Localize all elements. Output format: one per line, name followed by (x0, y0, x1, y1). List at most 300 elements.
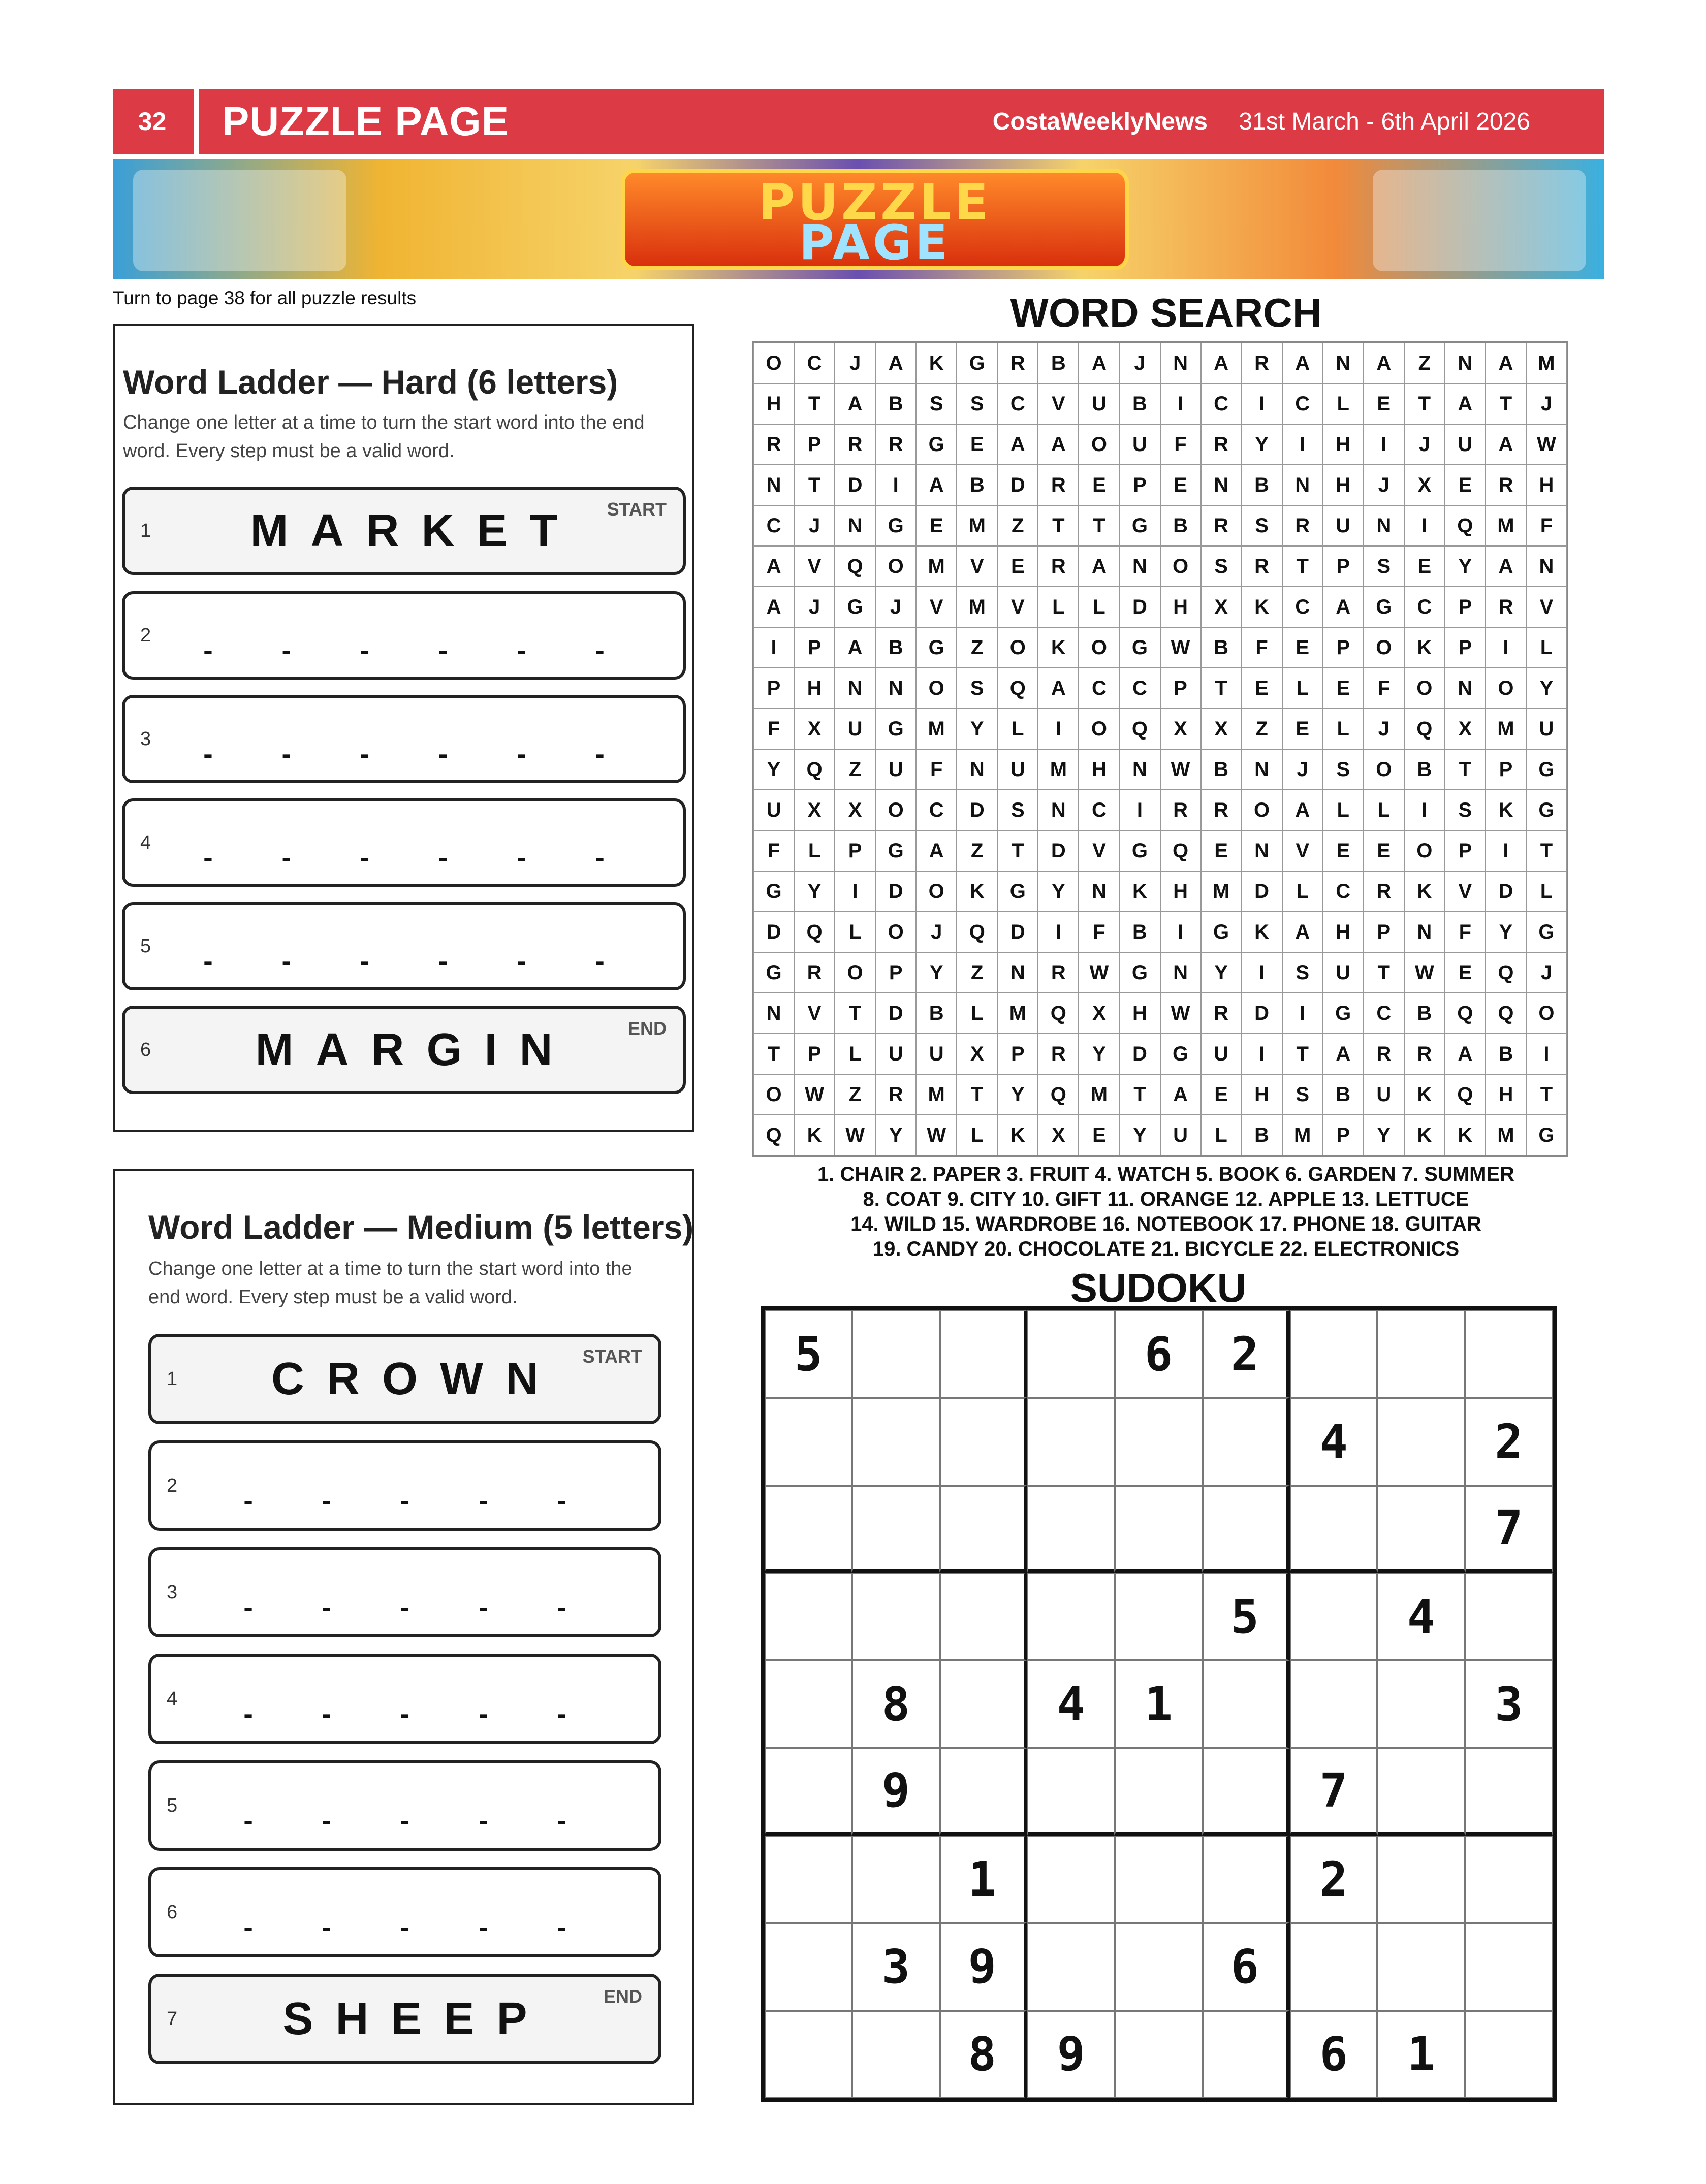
word-search-cell[interactable]: I (1526, 1034, 1567, 1074)
sudoku-empty-cell[interactable] (1027, 1836, 1115, 1923)
word-search-cell[interactable]: Y (1079, 1034, 1119, 1074)
word-search-cell[interactable]: X (1038, 1115, 1079, 1155)
word-search-cell[interactable]: N (753, 465, 794, 505)
word-search-cell[interactable]: G (753, 871, 794, 912)
word-search-cell[interactable]: O (1364, 627, 1404, 668)
word-search-cell[interactable]: F (1242, 627, 1282, 668)
sudoku-given-cell[interactable]: 7 (1465, 1486, 1553, 1573)
sudoku-empty-cell[interactable] (1027, 1748, 1115, 1836)
word-search-cell[interactable]: M (1282, 1115, 1323, 1155)
word-search-cell[interactable]: A (916, 830, 957, 871)
word-search-cell[interactable]: A (1282, 912, 1323, 952)
word-search-cell[interactable]: G (835, 587, 875, 627)
word-search-cell[interactable]: G (916, 627, 957, 668)
sudoku-empty-cell[interactable] (765, 1573, 852, 1660)
word-search-cell[interactable]: S (1242, 505, 1282, 546)
sudoku-empty-cell[interactable] (1115, 1398, 1202, 1485)
word-search-cell[interactable]: E (1079, 465, 1119, 505)
word-search-cell[interactable]: T (1038, 505, 1079, 546)
word-search-cell[interactable]: T (794, 465, 835, 505)
word-search-cell[interactable]: W (835, 1115, 875, 1155)
word-search-cell[interactable]: Y (753, 749, 794, 790)
word-search-cell[interactable]: C (1364, 993, 1404, 1034)
word-search-cell[interactable]: G (1323, 993, 1364, 1034)
word-search-cell[interactable]: I (1404, 790, 1445, 830)
sudoku-empty-cell[interactable] (1115, 2011, 1202, 2098)
sudoku-empty-cell[interactable] (1377, 1836, 1465, 1923)
sudoku-empty-cell[interactable] (852, 1310, 939, 1398)
sudoku-empty-cell[interactable] (1203, 1660, 1290, 1748)
word-search-cell[interactable]: C (1404, 587, 1445, 627)
word-search-cell[interactable]: B (1119, 383, 1160, 424)
sudoku-given-cell[interactable]: 8 (852, 1660, 939, 1748)
word-search-cell[interactable]: L (1323, 709, 1364, 749)
sudoku-given-cell[interactable]: 4 (1027, 1660, 1115, 1748)
word-search-cell[interactable]: W (1079, 952, 1119, 993)
word-search-cell[interactable]: D (875, 993, 916, 1034)
ladder-rung[interactable] (148, 1440, 661, 1531)
word-search-cell[interactable]: V (997, 587, 1038, 627)
word-search-cell[interactable]: B (1119, 912, 1160, 952)
word-search-cell[interactable]: C (1282, 383, 1323, 424)
word-search-cell[interactable]: J (794, 587, 835, 627)
word-search-cell[interactable]: Q (1404, 709, 1445, 749)
word-search-cell[interactable]: N (875, 668, 916, 709)
word-search-cell[interactable]: M (1486, 709, 1526, 749)
word-search-cell[interactable]: Z (957, 952, 997, 993)
word-search-cell[interactable]: D (997, 465, 1038, 505)
word-search-cell[interactable]: G (1526, 912, 1567, 952)
word-search-cell[interactable]: Q (997, 668, 1038, 709)
word-search-cell[interactable]: L (1038, 587, 1079, 627)
word-search-cell[interactable]: J (794, 505, 835, 546)
word-search-cell[interactable]: T (1079, 505, 1119, 546)
word-search-cell[interactable]: Q (1486, 952, 1526, 993)
ladder-rung-end[interactable] (148, 1974, 661, 2064)
word-search-cell[interactable]: H (1323, 912, 1364, 952)
word-search-cell[interactable]: Y (997, 1074, 1038, 1115)
word-search-cell[interactable]: A (1323, 587, 1364, 627)
word-search-cell[interactable]: E (916, 505, 957, 546)
word-search-cell[interactable]: J (1364, 465, 1404, 505)
word-search-cell[interactable]: I (1160, 383, 1201, 424)
word-search-cell[interactable]: M (957, 505, 997, 546)
word-search-cell[interactable]: R (875, 424, 916, 465)
word-search-cell[interactable]: G (875, 830, 916, 871)
sudoku-empty-cell[interactable] (1377, 1748, 1465, 1836)
word-search-cell[interactable]: U (1079, 383, 1119, 424)
word-search-cell[interactable]: K (1038, 627, 1079, 668)
word-search-cell[interactable]: S (1201, 546, 1242, 587)
sudoku-empty-cell[interactable] (940, 1573, 1027, 1660)
sudoku-empty-cell[interactable] (1290, 1486, 1377, 1573)
sudoku-empty-cell[interactable] (1465, 2011, 1553, 2098)
word-search-cell[interactable]: A (1486, 424, 1526, 465)
word-search-cell[interactable]: N (1119, 546, 1160, 587)
word-search-cell[interactable]: P (1323, 1115, 1364, 1155)
word-search-cell[interactable]: G (1119, 830, 1160, 871)
ladder-rung[interactable] (148, 1654, 661, 1744)
word-search-cell[interactable]: Y (1486, 912, 1526, 952)
word-search-cell[interactable]: K (1404, 1074, 1445, 1115)
word-search-cell[interactable]: E (1364, 830, 1404, 871)
word-search-cell[interactable]: J (1364, 709, 1404, 749)
word-search-cell[interactable]: Q (835, 546, 875, 587)
word-search-cell[interactable]: A (1160, 1074, 1201, 1115)
word-search-cell[interactable]: R (1038, 1034, 1079, 1074)
word-search-cell[interactable]: V (794, 546, 835, 587)
word-search-cell[interactable]: W (1160, 627, 1201, 668)
ladder-rung[interactable] (148, 1760, 661, 1851)
word-search-cell[interactable]: Z (1404, 343, 1445, 383)
word-search-cell[interactable]: V (1526, 587, 1567, 627)
ladder-rung-start[interactable] (148, 1334, 661, 1424)
word-search-cell[interactable]: G (1119, 627, 1160, 668)
word-search-cell[interactable]: E (1282, 627, 1323, 668)
word-search-cell[interactable]: T (1445, 749, 1486, 790)
word-search-cell[interactable]: U (1160, 1115, 1201, 1155)
sudoku-empty-cell[interactable] (852, 1486, 939, 1573)
word-search-cell[interactable]: M (1201, 871, 1242, 912)
sudoku-empty-cell[interactable] (1203, 1398, 1290, 1485)
word-search-cell[interactable]: X (794, 709, 835, 749)
word-search-cell[interactable]: N (1282, 465, 1323, 505)
word-search-cell[interactable]: L (1282, 871, 1323, 912)
word-search-cell[interactable]: X (1445, 709, 1486, 749)
word-search-cell[interactable]: T (1364, 952, 1404, 993)
word-search-cell[interactable]: L (1323, 383, 1364, 424)
sudoku-empty-cell[interactable] (1465, 1923, 1553, 2010)
word-search-cell[interactable]: W (1160, 993, 1201, 1034)
word-search-cell[interactable]: N (1119, 749, 1160, 790)
word-search-cell[interactable]: B (916, 993, 957, 1034)
word-search-cell[interactable]: C (997, 383, 1038, 424)
word-search-cell[interactable]: Y (1201, 952, 1242, 993)
ladder-rung-start[interactable] (122, 487, 686, 575)
word-search-cell[interactable]: T (1282, 1034, 1323, 1074)
word-search-cell[interactable]: Q (1038, 1074, 1079, 1115)
word-search-cell[interactable]: N (1323, 343, 1364, 383)
word-search-cell[interactable]: P (753, 668, 794, 709)
sudoku-empty-cell[interactable] (1203, 2011, 1290, 2098)
word-search-cell[interactable]: L (1323, 790, 1364, 830)
sudoku-given-cell[interactable]: 5 (765, 1310, 852, 1398)
sudoku-given-cell[interactable]: 9 (852, 1748, 939, 1836)
word-search-cell[interactable]: G (875, 505, 916, 546)
word-search-cell[interactable]: L (957, 1115, 997, 1155)
word-search-cell[interactable]: I (1038, 912, 1079, 952)
word-search-cell[interactable]: H (794, 668, 835, 709)
word-search-cell[interactable]: B (1201, 627, 1242, 668)
word-search-cell[interactable]: P (1323, 627, 1364, 668)
word-search-cell[interactable]: C (1079, 668, 1119, 709)
word-search-cell[interactable]: B (1160, 505, 1201, 546)
word-search-cell[interactable]: R (1242, 343, 1282, 383)
word-search-cell[interactable]: L (1201, 1115, 1242, 1155)
word-search-cell[interactable]: E (1282, 709, 1323, 749)
word-search-cell[interactable]: F (1364, 668, 1404, 709)
sudoku-empty-cell[interactable] (1465, 1573, 1553, 1660)
sudoku-given-cell[interactable]: 2 (1290, 1836, 1377, 1923)
word-search-cell[interactable]: Y (875, 1115, 916, 1155)
sudoku-empty-cell[interactable] (1465, 1748, 1553, 1836)
word-search-cell[interactable]: I (753, 627, 794, 668)
word-search-cell[interactable]: L (957, 993, 997, 1034)
sudoku-given-cell[interactable]: 6 (1203, 1923, 1290, 2010)
word-search-cell[interactable]: O (753, 1074, 794, 1115)
word-search-cell[interactable]: A (753, 546, 794, 587)
word-search-cell[interactable]: I (1242, 383, 1282, 424)
sudoku-given-cell[interactable]: 1 (1377, 2011, 1465, 2098)
word-search-cell[interactable]: H (1079, 749, 1119, 790)
word-search-cell[interactable]: E (1323, 830, 1364, 871)
word-search-cell[interactable]: P (1160, 668, 1201, 709)
sudoku-given-cell[interactable]: 2 (1465, 1398, 1553, 1485)
word-search-cell[interactable]: A (1201, 343, 1242, 383)
word-search-cell[interactable]: U (1201, 1034, 1242, 1074)
word-search-cell[interactable]: Y (1038, 871, 1079, 912)
word-search-cell[interactable]: I (1486, 830, 1526, 871)
word-search-cell[interactable]: B (1242, 465, 1282, 505)
sudoku-given-cell[interactable]: 3 (852, 1923, 939, 2010)
word-search-cell[interactable]: U (875, 749, 916, 790)
word-search-cell[interactable]: V (1038, 383, 1079, 424)
word-search-cell[interactable]: E (1404, 546, 1445, 587)
word-search-cell[interactable]: S (916, 383, 957, 424)
sudoku-empty-cell[interactable] (1115, 1836, 1202, 1923)
sudoku-empty-cell[interactable] (852, 1398, 939, 1485)
word-search-cell[interactable]: G (1364, 587, 1404, 627)
word-search-cell[interactable]: I (1242, 1034, 1282, 1074)
word-search-cell[interactable]: Z (997, 505, 1038, 546)
word-search-cell[interactable]: B (1323, 1074, 1364, 1115)
word-search-cell[interactable]: I (1242, 952, 1282, 993)
word-search-cell[interactable]: Z (835, 749, 875, 790)
word-search-cell[interactable]: T (1526, 1074, 1567, 1115)
word-search-cell[interactable]: P (1119, 465, 1160, 505)
ladder-rung[interactable] (122, 798, 686, 887)
word-search-cell[interactable]: U (1323, 952, 1364, 993)
word-search-cell[interactable]: Y (1242, 424, 1282, 465)
word-search-cell[interactable]: F (1160, 424, 1201, 465)
word-search-cell[interactable]: R (1364, 1034, 1404, 1074)
word-search-cell[interactable]: R (1201, 505, 1242, 546)
word-search-cell[interactable]: F (753, 709, 794, 749)
word-search-cell[interactable]: Z (835, 1074, 875, 1115)
word-search-cell[interactable]: Q (1119, 709, 1160, 749)
ladder-rung[interactable] (148, 1547, 661, 1637)
sudoku-empty-cell[interactable] (765, 1923, 852, 2010)
word-search-cell[interactable]: X (1201, 587, 1242, 627)
word-search-cell[interactable]: V (957, 546, 997, 587)
word-search-cell[interactable]: R (997, 343, 1038, 383)
word-search-cell[interactable]: K (1242, 912, 1282, 952)
word-search-cell[interactable]: N (835, 668, 875, 709)
word-search-cell[interactable]: M (916, 546, 957, 587)
word-search-cell[interactable]: V (1282, 830, 1323, 871)
word-search-cell[interactable]: H (1526, 465, 1567, 505)
word-search-cell[interactable]: B (957, 465, 997, 505)
word-search-cell[interactable]: M (1526, 343, 1567, 383)
sudoku-empty-cell[interactable] (765, 1660, 852, 1748)
word-search-cell[interactable]: Z (957, 627, 997, 668)
sudoku-empty-cell[interactable] (940, 1748, 1027, 1836)
word-search-cell[interactable]: F (753, 830, 794, 871)
word-search-cell[interactable]: Q (1445, 1074, 1486, 1115)
word-search-cell[interactable]: N (1201, 465, 1242, 505)
word-search-cell[interactable]: A (1364, 343, 1404, 383)
word-search-cell[interactable]: E (1079, 1115, 1119, 1155)
ladder-rung[interactable] (122, 902, 686, 990)
word-search-cell[interactable]: P (1323, 546, 1364, 587)
word-search-cell[interactable]: Y (916, 952, 957, 993)
sudoku-empty-cell[interactable] (1115, 1748, 1202, 1836)
word-search-cell[interactable]: R (1486, 465, 1526, 505)
sudoku-empty-cell[interactable] (940, 1310, 1027, 1398)
word-search-cell[interactable]: P (1364, 912, 1404, 952)
word-search-cell[interactable]: J (1526, 383, 1567, 424)
word-search-cell[interactable]: I (835, 871, 875, 912)
word-search-cell[interactable]: E (1160, 465, 1201, 505)
word-search-cell[interactable]: C (916, 790, 957, 830)
word-search-cell[interactable]: T (1526, 830, 1567, 871)
word-search-cell[interactable]: P (1445, 587, 1486, 627)
word-search-cell[interactable]: H (1160, 587, 1201, 627)
word-search-cell[interactable]: M (1038, 749, 1079, 790)
word-search-cell[interactable]: A (753, 587, 794, 627)
word-search-cell[interactable]: D (753, 912, 794, 952)
word-search-cell[interactable]: A (1282, 343, 1323, 383)
word-search-cell[interactable]: U (1445, 424, 1486, 465)
word-search-cell[interactable]: X (835, 790, 875, 830)
word-search-cell[interactable]: M (916, 709, 957, 749)
word-search-cell[interactable]: K (957, 871, 997, 912)
word-search-cell[interactable]: A (1038, 424, 1079, 465)
word-search-cell[interactable]: R (1404, 1034, 1445, 1074)
word-search-cell[interactable]: S (1323, 749, 1364, 790)
word-search-cell[interactable]: S (1282, 1074, 1323, 1115)
ladder-rung-end[interactable] (122, 1006, 686, 1094)
sudoku-empty-cell[interactable] (852, 2011, 939, 2098)
sudoku-empty-cell[interactable] (1027, 1923, 1115, 2010)
word-search-cell[interactable]: E (1445, 465, 1486, 505)
word-search-cell[interactable]: F (1079, 912, 1119, 952)
word-search-cell[interactable]: P (1445, 830, 1486, 871)
word-search-cell[interactable]: D (1242, 993, 1282, 1034)
word-search-cell[interactable]: S (957, 668, 997, 709)
word-search-cell[interactable]: L (835, 912, 875, 952)
word-search-cell[interactable]: I (875, 465, 916, 505)
word-search-cell[interactable]: A (835, 383, 875, 424)
word-search-cell[interactable]: L (1526, 627, 1567, 668)
word-search-cell[interactable]: O (1364, 749, 1404, 790)
word-search-cell[interactable]: O (916, 668, 957, 709)
sudoku-empty-cell[interactable] (765, 1836, 852, 1923)
sudoku-given-cell[interactable]: 2 (1203, 1310, 1290, 1398)
word-search-cell[interactable]: X (1160, 709, 1201, 749)
word-search-cell[interactable]: W (1160, 749, 1201, 790)
word-search-cell[interactable]: B (1242, 1115, 1282, 1155)
word-search-cell[interactable]: I (1404, 505, 1445, 546)
sudoku-empty-cell[interactable] (1115, 1573, 1202, 1660)
word-search-cell[interactable]: H (1160, 871, 1201, 912)
word-search-cell[interactable]: E (1201, 830, 1242, 871)
word-search-cell[interactable]: G (957, 343, 997, 383)
word-search-cell[interactable]: N (753, 993, 794, 1034)
word-search-cell[interactable]: Y (1119, 1115, 1160, 1155)
word-search-cell[interactable]: A (1079, 343, 1119, 383)
sudoku-empty-cell[interactable] (1465, 1310, 1553, 1398)
word-search-cell[interactable]: O (997, 627, 1038, 668)
word-search-cell[interactable]: K (997, 1115, 1038, 1155)
word-search-cell[interactable]: K (1445, 1115, 1486, 1155)
sudoku-empty-cell[interactable] (940, 1486, 1027, 1573)
word-search-cell[interactable]: A (1282, 790, 1323, 830)
word-search-cell[interactable]: B (875, 383, 916, 424)
word-search-cell[interactable]: R (1242, 546, 1282, 587)
word-search-cell[interactable]: G (1119, 505, 1160, 546)
word-search-cell[interactable]: Q (753, 1115, 794, 1155)
word-search-cell[interactable]: T (1404, 383, 1445, 424)
word-search-cell[interactable]: N (1242, 830, 1282, 871)
word-search-cell[interactable]: C (753, 505, 794, 546)
sudoku-given-cell[interactable]: 5 (1203, 1573, 1290, 1660)
word-search-cell[interactable]: M (957, 587, 997, 627)
word-search-cell[interactable]: R (1038, 465, 1079, 505)
word-search-cell[interactable]: H (1323, 465, 1364, 505)
word-search-cell[interactable]: E (1364, 383, 1404, 424)
word-search-cell[interactable]: J (1404, 424, 1445, 465)
word-search-cell[interactable]: K (1404, 627, 1445, 668)
word-search-cell[interactable]: O (1079, 424, 1119, 465)
word-search-cell[interactable]: I (1282, 993, 1323, 1034)
word-search-cell[interactable]: P (794, 1034, 835, 1074)
word-search-cell[interactable]: A (916, 465, 957, 505)
word-search-cell[interactable]: X (1079, 993, 1119, 1034)
word-search-cell[interactable]: D (875, 871, 916, 912)
word-search-cell[interactable]: L (835, 1034, 875, 1074)
word-search-cell[interactable]: C (1323, 871, 1364, 912)
word-search-cell[interactable]: R (1201, 790, 1242, 830)
word-search-cell[interactable]: D (1242, 871, 1282, 912)
word-search-cell[interactable]: P (1445, 627, 1486, 668)
sudoku-empty-cell[interactable] (1377, 1398, 1465, 1485)
word-search-cell[interactable]: Z (957, 830, 997, 871)
word-search-cell[interactable]: D (957, 790, 997, 830)
word-search-cell[interactable]: R (875, 1074, 916, 1115)
word-search-cell[interactable]: X (794, 790, 835, 830)
word-search-cell[interactable]: L (1364, 790, 1404, 830)
word-search-cell[interactable]: S (957, 383, 997, 424)
word-search-cell[interactable]: K (1404, 1115, 1445, 1155)
word-search-cell[interactable]: J (875, 587, 916, 627)
word-search-cell[interactable]: I (1119, 790, 1160, 830)
word-search-cell[interactable]: X (1201, 709, 1242, 749)
word-search-cell[interactable]: I (1038, 709, 1079, 749)
word-search-cell[interactable]: A (1445, 383, 1486, 424)
word-search-cell[interactable]: W (1404, 952, 1445, 993)
word-search-cell[interactable]: V (916, 587, 957, 627)
word-search-cell[interactable]: O (1404, 830, 1445, 871)
word-search-cell[interactable]: J (1526, 952, 1567, 993)
word-search-cell[interactable]: D (1119, 1034, 1160, 1074)
word-search-cell[interactable]: W (1526, 424, 1567, 465)
word-search-cell[interactable]: N (1364, 505, 1404, 546)
word-search-cell[interactable]: T (957, 1074, 997, 1115)
word-search-cell[interactable]: D (1119, 587, 1160, 627)
word-search-cell[interactable]: C (1079, 790, 1119, 830)
sudoku-empty-cell[interactable] (1027, 1310, 1115, 1398)
